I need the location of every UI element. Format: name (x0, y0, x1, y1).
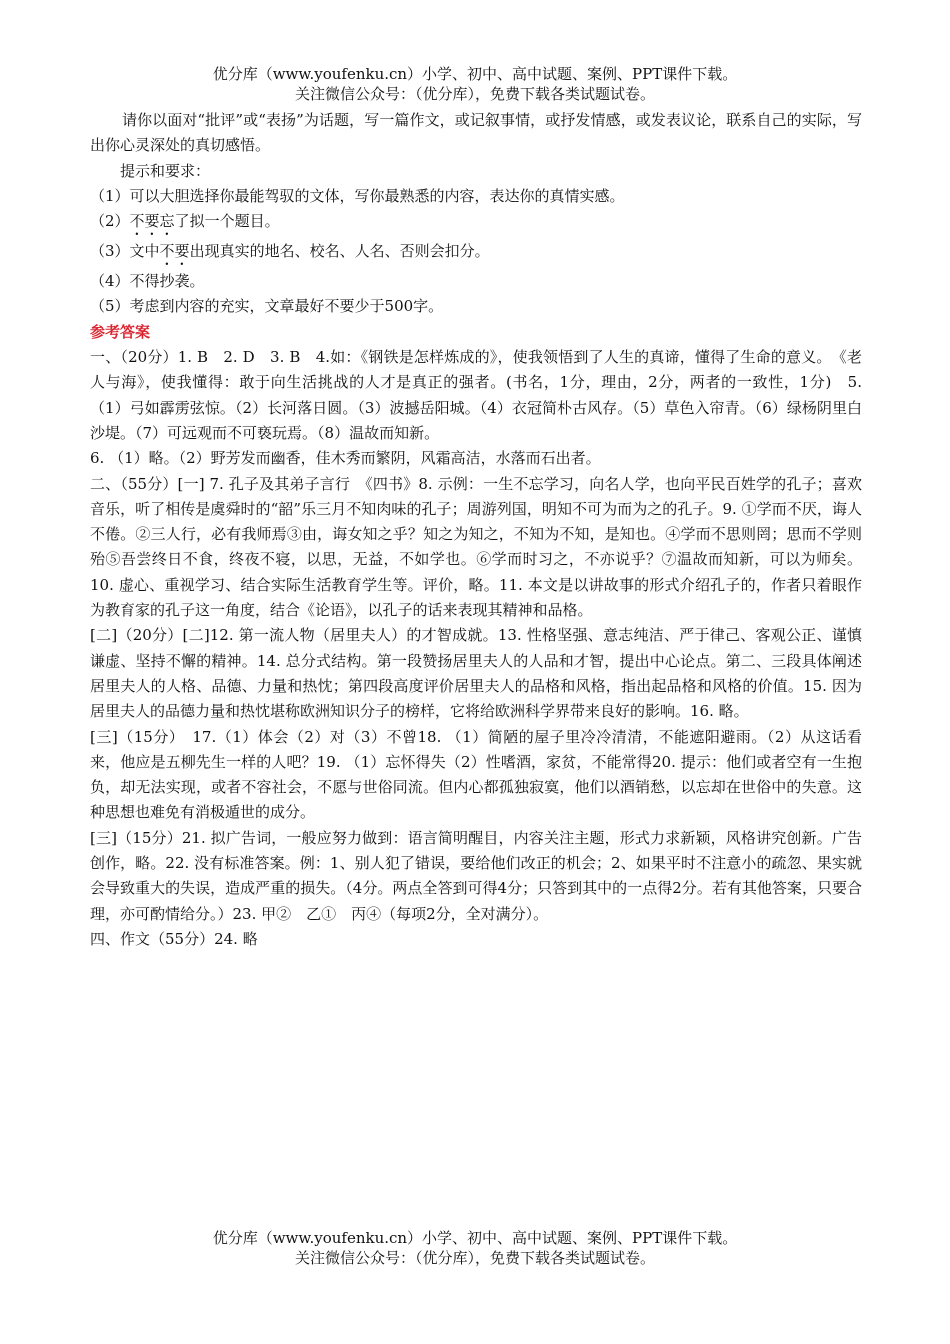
requirement-3 (90, 239, 862, 269)
answers-part-5: [三]（15分）21. 拟广告词，一般应努力做到：语言简明醒目，内容关注主题，形式力求新颖，风格讲究创新。广告创作，略。22. 没有标准答案。例：1、别人犯了错误，要给他们改正的机会；2、如果平时不注意小的疏忽、果实就会导致重大的失误，造成严重的损失。（4分。两点全答到可得4分；只答到其中的一点得2分。若有其他答案，只要合理，亦可酌情给分。）23. 甲② 乙① 丙④（每项2分，全对满分）。 (90, 828, 862, 923)
answers-part-3: [二]（20分）[二]12. 第一流人物（居里夫人）的才智成就。13. 性格坚强、意志纯洁、严于律己、客观公正、谨慎谦虚、坚持不懈的精神。14. 总分式结构。第一段赞扬居里夫人的人品和才智，提出中心论点。第二、三段具体阐述居里夫人的人格、品德、力量和热忱；第四段高度评价居里夫人的品格和风格，指出起品格和风格的价值。15. 因为居里夫人的品德力量和热忱堪称欧洲知识分子的榜样，它将给欧洲科学界带来良好的影响。16. 略。 (90, 626, 862, 721)
footer-line-2: 关注微信公众号：（优分库），免费下载各类试题试卷。 (294, 1249, 655, 1267)
document-body (90, 108, 862, 952)
requirement-3-prefix: （3）文中 (90, 242, 160, 261)
tips-label: 提示和要求： (120, 161, 211, 180)
footer-line-1: 优分库（www.youfenku.cn）小学、初中、高中试题、案例、PPT课件下载。 (212, 1229, 738, 1247)
requirement-2-suffix: 了拟一个题目。 (174, 212, 280, 231)
requirement-2-prefix: （2） (90, 212, 130, 231)
answers-part-1: 一、（20分）1. B 2. D 3. B 4.如：《钢铁是怎样炼成的》，使我领悟到了人生的真谛，懂得了生命的意义。 《老人与海》，使我懂得：敢于向生活挑战的人才是真正的强者。(书名，1分，理由，2分，两者的一致性，1分) 5. （1）弓如霹雳弦惊。（2）长河落日圆。（3）波撼岳阳城。（4）衣冠简朴古风存。（5）草色入帘青。（6）绿杨阴里白沙堤。（7）可远观而不可亵玩焉。（8）温故而知新。 (90, 348, 862, 442)
requirement-3-emphasis: 不要 (159, 242, 190, 261)
requirement-4: （4）不得抄袭。 (90, 272, 205, 291)
page-header (0, 64, 950, 104)
requirement-5: （5）考虑到内容的充实，文章最好不要少于500字。 (90, 297, 444, 316)
answers-part-6: 四、作文（55分）24. 略 (90, 929, 258, 948)
header-line-1: 优分库（www.youfenku.cn）小学、初中、高中试题、案例、PPT课件下载。 (212, 65, 738, 83)
page-footer (0, 1228, 950, 1268)
essay-prompt: 请你以面对“批评”或“表扬”为话题，写一篇作文，或记叙事情，或抒发情感，或发表议论，联系自己的实际，写出你心灵深处的真切感悟。 (90, 111, 862, 155)
requirement-2-emphasis: 不要忘 (129, 212, 175, 231)
requirement-3-suffix: 出现真实的地名、校名、人名、否则会扣分。 (189, 242, 490, 261)
answers-part-4: [三]（15分） 17.（1）体会（2）对（3）不曾18. （1）简陋的屋子里冷冷清清，不能遮阳避雨。（2）从这话看来，他应是五柳先生一样的人吧？19. （1）忘怀得失（2）性嗜酒，家贫，不能常得20. 提示：他们或者空有一生抱负，却无法实现，或者不容社会，不愿与世俗同流。但内心都孤独寂寞，他们以酒销愁，以忘却在世俗中的失意。这种思想也难免有消极遁世的成分。 (90, 727, 862, 822)
requirement-2 (90, 209, 862, 239)
requirement-1: （1）可以大胆选择你最能驾驭的文体，写你最熟悉的内容，表达你的真情实感。 (90, 186, 625, 205)
header-line-2: 关注微信公众号：（优分库），免费下载各类试题试卷。 (294, 85, 655, 103)
answers-heading: 参考答案 (90, 322, 151, 341)
answers-part-1b: 6. （1）略。（2）野芳发而幽香，佳木秀而繁阴，风霜高洁，水落而石出者。 (90, 449, 601, 468)
answers-part-2: 二、（55分）[一] 7. 孔子及其弟子言行 《四书》8. 示例：一生不忘学习，向名人学，也向平民百姓学的孔子；喜欢音乐，听了相传是虞舜时的“韶”乐三月不知肉味的孔子；周游列国，明知不可为而为之的孔子。9. ①学而不厌，诲人不倦。②三人行，必有我师焉③由，诲女知之乎？知之为知之，不知为不知，是知也。④学而不思则罔；思而不学则殆⑤吾尝终日不食，终夜不寝，以思，无益，不如学也。⑥学而时习之，不亦说乎？⑦温故而知新，可以为师矣。10. 虚心、重视学习、结合实际生活教育学生等。评价，略。11. 本文是以讲故事的形式介绍孔子的，作者只着眼作为教育家的孔子这一角度，结合《论语》，以孔子的话来表现其精神和品格。 (90, 474, 862, 620)
